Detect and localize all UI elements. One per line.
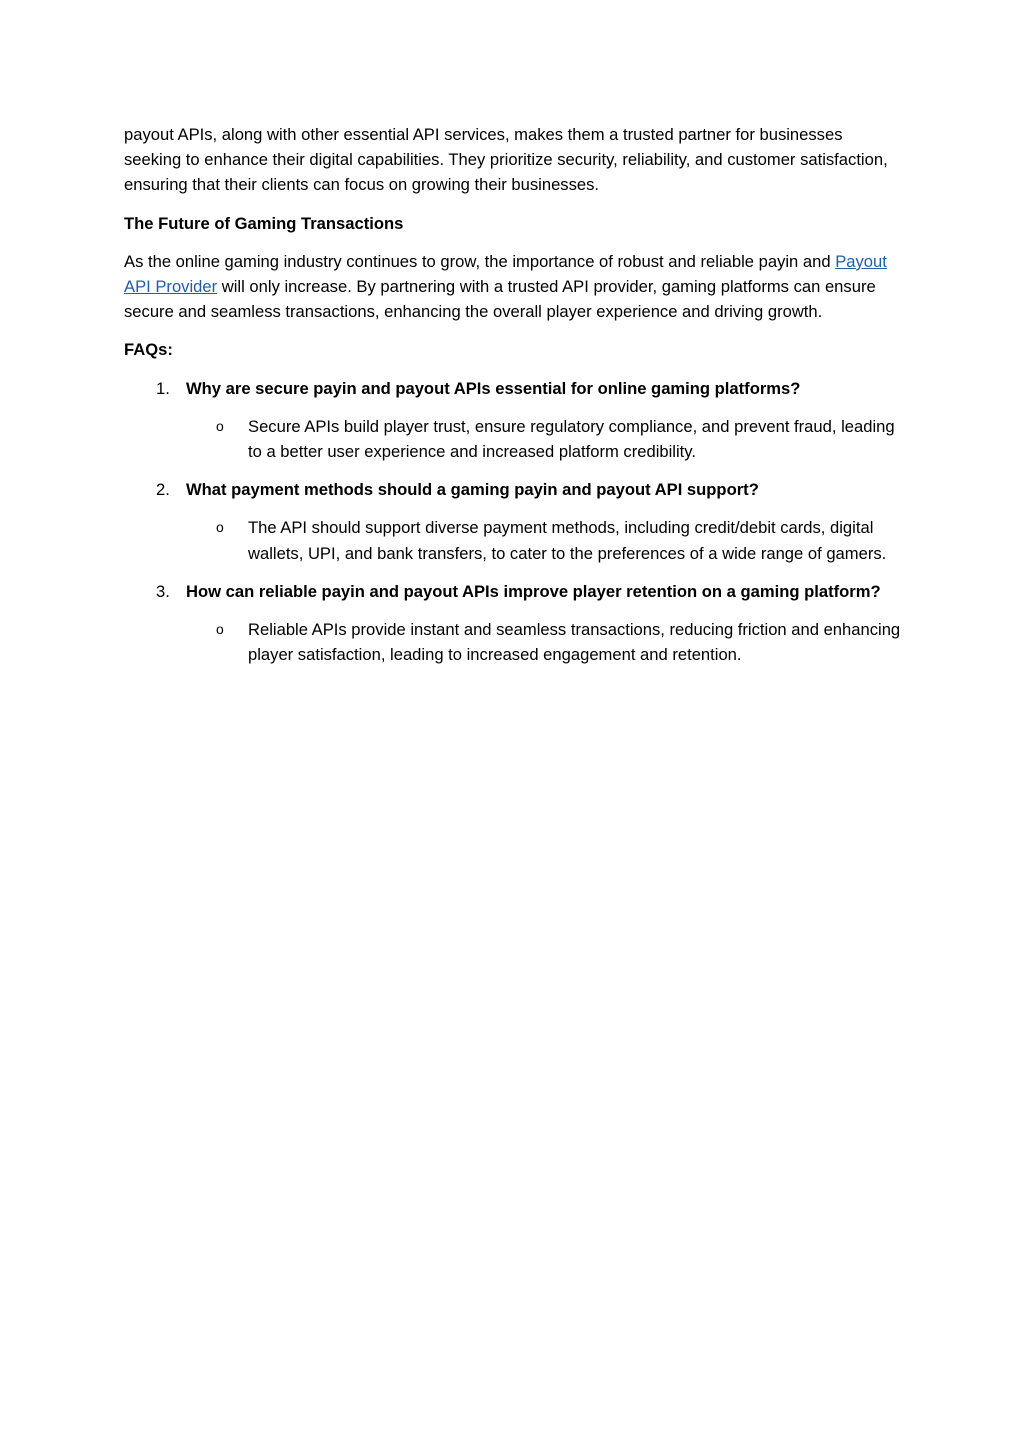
faq-answer [124,617,904,667]
faq-question-text: How can reliable payin and payout APIs improve player retention on a gaming platform? [186,581,881,601]
faq-question [124,477,904,502]
section-heading: The Future of Gaming Transactions [124,213,404,233]
faq-question [124,376,904,401]
faq-answer-text: Secure APIs build player trust, ensure regulatory compliance, and prevent fraud, leading to a better user experience and increased platform credibility. [248,416,895,462]
faq-item [124,376,904,465]
faqs-heading: FAQs: [124,340,173,360]
faq-list [124,376,904,668]
faq-answer [124,515,904,565]
future-text-after-link: will only increase. By partnering with a trusted API provider, gaming platforms can ensure secure and seamless transactions, enhancing the overall player experience and driving growth. [124,277,876,322]
bullet-icon: o [216,417,224,434]
faq-question [124,579,904,604]
faq-answer [124,414,904,464]
future-text-before-link: As the online gaming industry continues to grow, the importance of robust and reliable payin and [124,251,836,271]
bullet-icon: o [216,621,224,638]
bullet-icon: o [216,519,224,536]
intro-paragraph: payout APIs, along with other essential API services, makes them a trusted partner for businesses seeking to enhance their digital capabilities. They prioritize security, reliability, and customer satisfaction, ensuring that their clients can focus on growing their businesses. [124,125,888,195]
faq-answer-text: The API should support diverse payment methods, including credit/debit cards, digital wallets, UPI, and bank transfers, to cater to the preferences of a wide range of gamers. [248,518,887,563]
payout-api-provider-link[interactable]: Payout API Provider [124,251,887,297]
faq-question-text: Why are secure payin and payout APIs essential for online gaming platforms? [186,378,801,398]
faq-number: 1. [156,378,170,398]
future-paragraph [124,249,904,325]
faq-question-text: What payment methods should a gaming payin and payout API support? [186,480,759,500]
faq-item [124,579,904,668]
faq-number: 2. [156,480,170,500]
document-page [124,122,904,680]
faq-item [124,477,904,566]
faq-number: 3. [156,581,170,601]
faq-answer-text: Reliable APIs provide instant and seamless transactions, reducing friction and enhancing player satisfaction, leading to increased engagement and retention. [248,620,901,665]
